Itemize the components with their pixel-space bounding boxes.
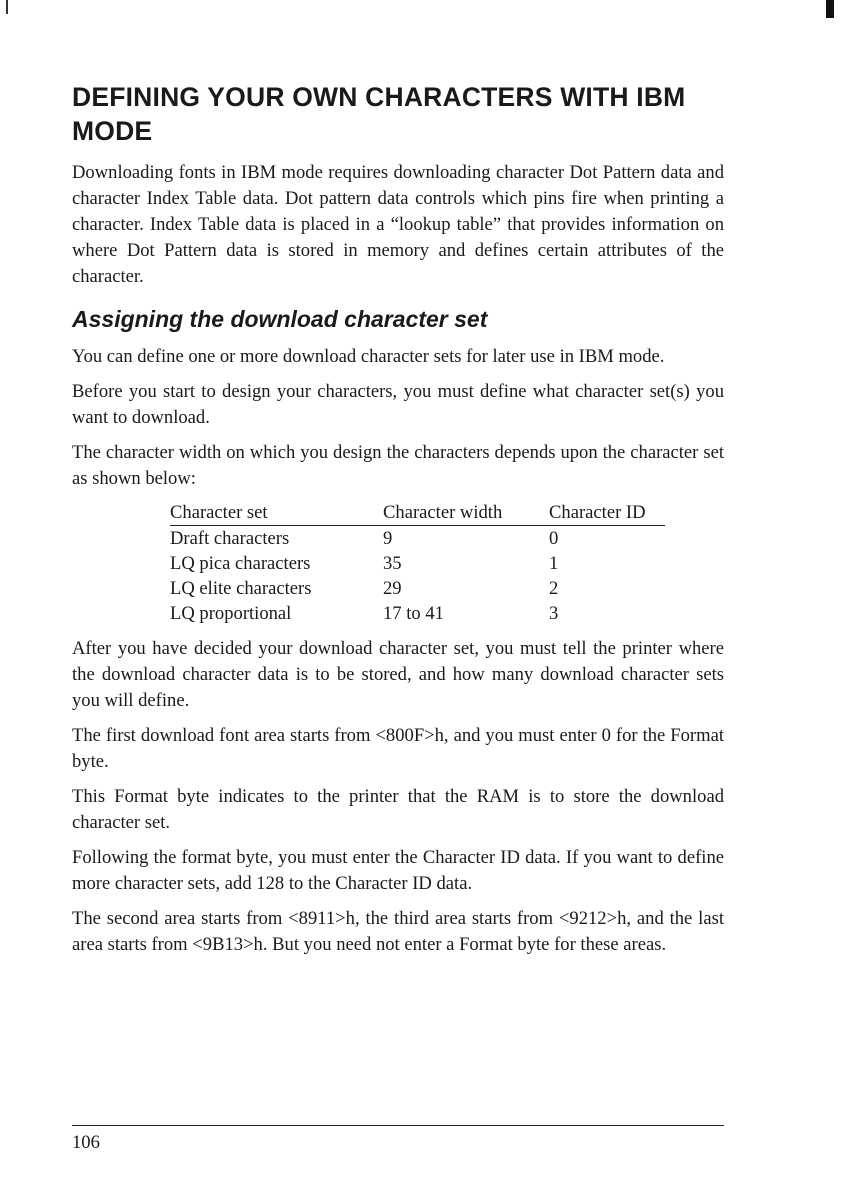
page-number: 106 [72,1132,100,1153]
intro-paragraph: Downloading fonts in IBM mode requires downloading character Dot Pattern data and character Index Table data. Dot pattern data controls which pins fire when printing a character. Index Table data is placed in a “lookup table” that provides information on where Dot Pattern data is stored in memory and defines certain attributes of the character. [72,162,724,287]
table-cell: 35 [383,553,402,574]
section-title: Assigning the download character set [72,306,488,332]
table-cell: 0 [549,528,559,549]
table-cell: LQ proportional [170,603,292,624]
body-paragraph: Before you start to design your characters, you must define what character set(s) you want to download. [72,381,724,428]
column-header-character-width: Character width [383,501,549,526]
body-paragraph: You can define one or more download character sets for later use in IBM mode. [72,346,665,367]
table-row [170,551,665,576]
column-header-character-id: Character ID [549,501,665,526]
table-cell: 29 [383,578,402,599]
body-paragraph: The character width on which you design the characters depends upon the character set as shown below: [72,442,724,489]
scan-edge-mark-right [826,0,834,18]
table-cell: 3 [549,603,559,624]
footer-rule [72,1125,724,1126]
table-cell: 1 [549,553,559,574]
body-paragraph: After you have decided your download character set, you must tell the printer where the download character data is to be stored, and how many download character sets you will define. [72,638,724,711]
page-title: DEFINING YOUR OWN CHARACTERS WITH IBM MODE [72,82,686,146]
body-paragraph: The first download font area starts from <800F>h, and you must enter 0 for the Format byte. [72,725,724,772]
body-paragraph: This Format byte indicates to the printer that the RAM is to store the download character set. [72,786,724,833]
table-row [170,601,665,626]
table-cell: LQ elite characters [170,578,312,599]
table-header-row [170,501,665,526]
table-cell: 9 [383,528,393,549]
body-paragraph: Following the format byte, you must enter the Character ID data. If you want to define more character sets, add 128 to the Character ID data. [72,847,724,894]
page-content [72,80,724,967]
character-set-table [170,501,665,626]
table-cell: Draft characters [170,528,290,549]
body-paragraph: The second area starts from <8911>h, the third area starts from <9212>h, and the last area starts from <9B13>h. But you need not enter a Format byte for these areas. [72,908,724,955]
table-cell: 2 [549,578,559,599]
table-row [170,576,665,601]
table-row [170,526,665,552]
table-cell: 17 to 41 [383,603,444,624]
scan-edge-mark-left [6,0,8,14]
table-cell: LQ pica characters [170,553,311,574]
column-header-character-set: Character set [170,501,383,526]
